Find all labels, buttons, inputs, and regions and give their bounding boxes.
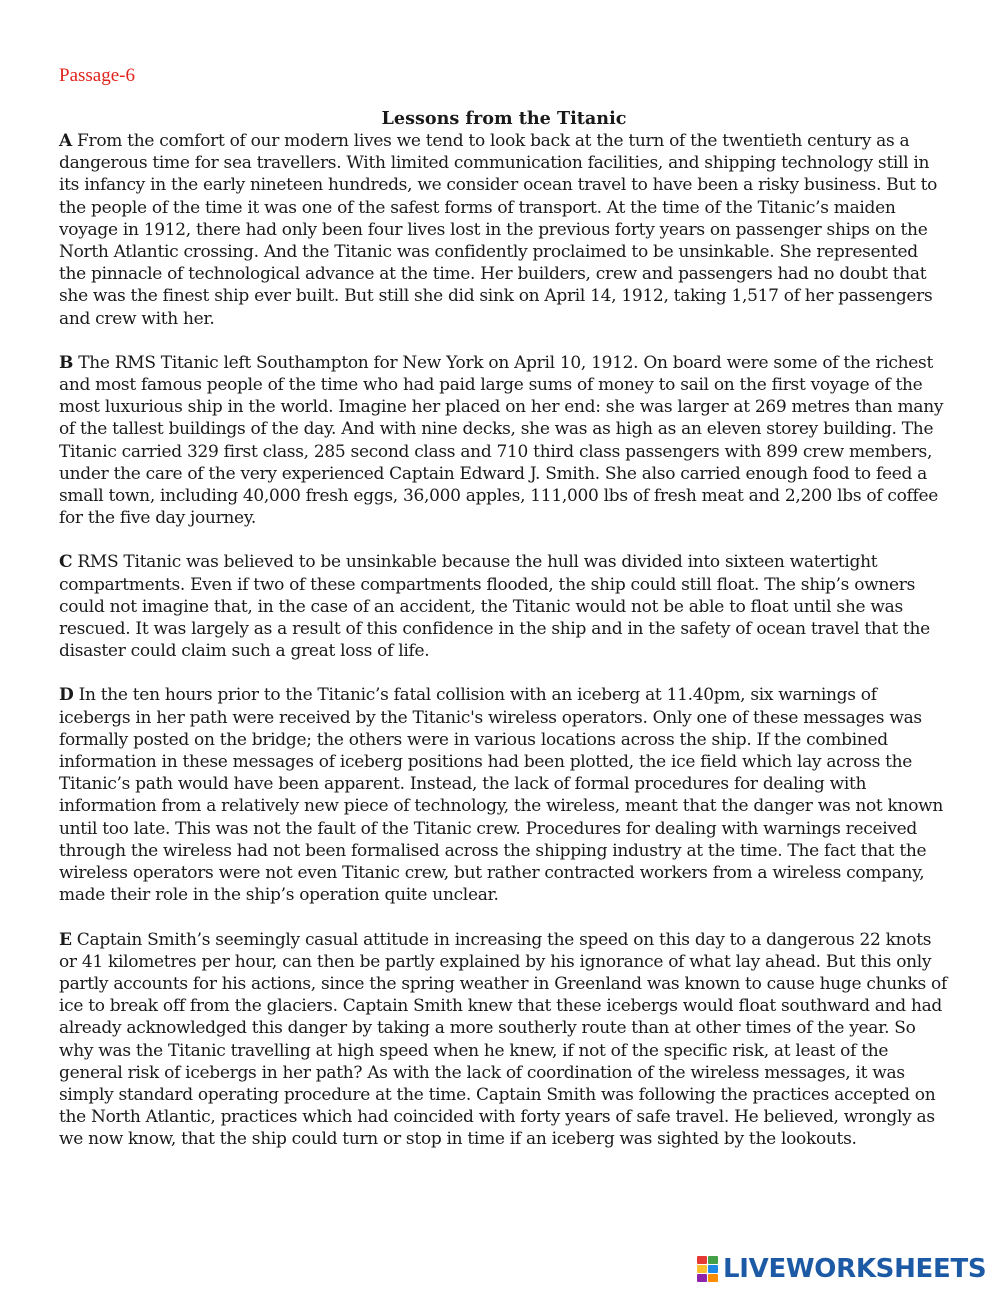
paragraph-c (59, 551, 949, 662)
passage-title: Lessons from the Titanic (381, 108, 627, 129)
logo-block (708, 1265, 718, 1273)
paragraph-b (59, 352, 949, 530)
paragraph-text: The RMS Titanic left Southampton for New York on April 10, 1912. On board were some of the richest and most famous people of the time who had paid large sums of money to sail on the first voyage of the most luxurious ship in the world. Imagine her placed on her end: she was larger at 269 metres than many of the tallest buildings of the day. And with nine decks, she was as high as an eleven storey building. The Titanic carried 329 first class, 285 second class and 710 third class passengers with 899 crew members, under the care of the very experienced Captain Edward J. Smith. She also carried enough food to feed a small town, including 40,000 fresh eggs, 36,000 apples, 111,000 lbs of fresh meat and 2,200 lbs of coffee for the five day journey. (59, 352, 944, 529)
passage-label: Passage-6 (59, 65, 135, 86)
logo-block (697, 1274, 707, 1282)
liveworksheets-logo (697, 1254, 986, 1284)
logo-block (697, 1256, 707, 1264)
paragraph-letter: D (59, 685, 74, 706)
liveworksheets-logo-icon (697, 1256, 719, 1282)
paragraph-d (59, 684, 949, 906)
logo-block (708, 1256, 718, 1264)
logo-block (708, 1274, 718, 1282)
paragraph-text: In the ten hours prior to the Titanic’s fatal collision with an iceberg at 11.40pm, six warnings of icebergs in her path were received by the Titanic's wireless operators. Only one of these messages was formally posted on the bridge; the others were in various locations across the ship. If the combined information in these messages of iceberg positions had been plotted, the ice field which lay across the Titanic’s path would have been apparent. Instead, the lack of formal procedures for dealing with information from a relatively new piece of technology, the wireless, meant that the danger was not known until too late. This was not the fault of the Titanic crew. Procedures for dealing with warnings received through the wireless had not been formalised across the shipping industry at the time. The fact that the wireless operators were not even Titanic crew, but rather contracted workers from a wireless company, made their role in the ship’s operation quite unclear. (59, 685, 944, 906)
logo-text: LIVEWORKSHEETS (723, 1254, 987, 1284)
paragraph-text: Captain Smith’s seemingly casual attitude in increasing the speed on this day to a dangerous 22 knots or 41 kilometres per hour, can then be partly explained by his ignorance of what lay ahead. But this only partly accounts for his actions, since the spring weather in Greenland was known to cause huge chunks of ice to break off from the glaciers. Captain Smith knew that these icebergs would float southward and had already acknowledged this danger by taking a more southerly route than at other times of the year. So why was the Titanic travelling at high speed when he knew, if not of the specific risk, at least of the general risk of icebergs in her path? As with the lack of coordination of the wireless messages, it was simply standard operating procedure at the time. Captain Smith was following the practices accepted on the North Atlantic, practices which had coincided with forty years of safe travel. He believed, wrongly as we now know, that the ship could turn or stop in time if an iceberg was sighted by the lookouts. (59, 929, 947, 1150)
paragraph-letter: E (59, 929, 72, 950)
logo-block (697, 1265, 707, 1273)
paragraph-text: From the comfort of our modern lives we tend to look back at the turn of the twentieth century as a dangerous time for sea travellers. With limited communication facilities, and shipping technology still in its infancy in the early nineteen hundreds, we consider ocean travel to have been a risky business. But to the people of the time it was one of the safest forms of transport. At the time of the Titanic’s maiden voyage in 1912, there had only been four lives lost in the previous forty years on passenger ships on the North Atlantic crossing. And the Titanic was confidently proclaimed to be unsinkable. She represented the pinnacle of technological advance at the time. Her builders, crew and passengers had no doubt that she was the finest ship ever built. But still she did sink on April 14, 1912, taking 1,517 of her passengers and crew with her. (59, 131, 938, 329)
worksheet-page (59, 62, 949, 1173)
paragraph-letter: B (59, 352, 74, 373)
paragraph-a (59, 130, 949, 330)
paragraph-letter: A (59, 131, 72, 151)
paragraph-text: RMS Titanic was believed to be unsinkable because the hull was divided into sixteen watertight compartments. Even if two of these compartments flooded, the ship could still float. The ship’s owners could not imagine that, in the case of an accident, the Titanic would not be able to float until she was rescued. It was largely as a result of this confidence in the ship and in the safety of ocean travel that the disaster could claim such a great loss of life. (59, 552, 930, 662)
paragraph-letter: C (59, 552, 73, 573)
paragraph-e (59, 929, 949, 1151)
